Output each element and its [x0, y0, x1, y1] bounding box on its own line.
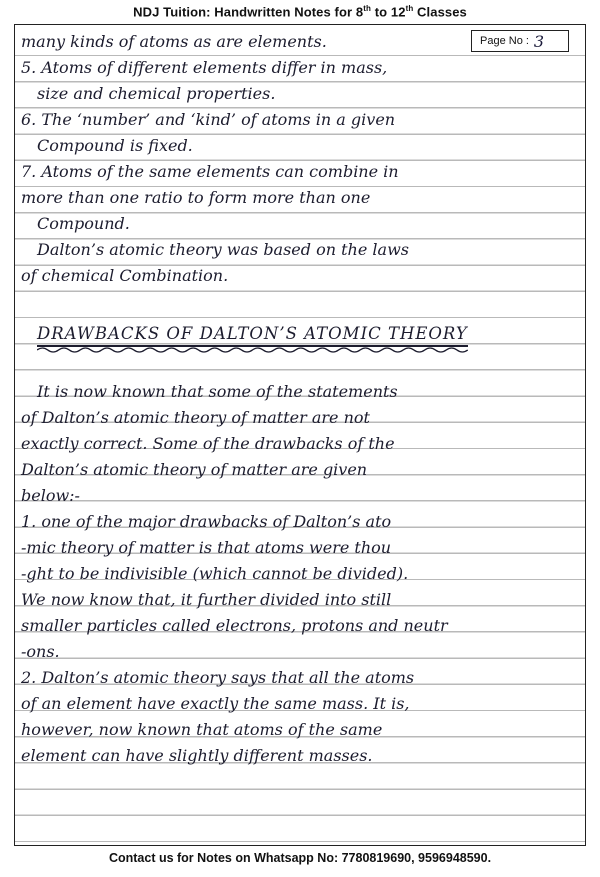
header-title-prefix: NDJ Tuition: Handwritten Notes for 8	[133, 4, 364, 20]
page-footer: Contact us for Notes on Whatsapp No: 7780819690, 9596948590.	[108, 851, 492, 865]
blank-line	[19, 289, 579, 315]
note-line: exactly correct. Some of the drawbacks of the	[21, 434, 395, 453]
section-heading-text: DRAWBACKS OF DALTON’S ATOMIC THEORY	[37, 324, 468, 343]
note-line: below:-	[21, 486, 80, 505]
note-line: element can have slightly different masses.	[21, 746, 373, 765]
page-number-value: 3	[533, 31, 545, 51]
header-title-suffix: Classes	[413, 4, 467, 20]
note-line: 7. Atoms of the same elements can combine in	[21, 162, 399, 181]
note-line: 5. Atoms of different elements differ in mass,	[21, 58, 388, 77]
note-line: 2. Dalton’s atomic theory says that all the atoms	[21, 668, 415, 687]
note-line: of an element have exactly the same mass. It is,	[21, 694, 410, 713]
notebook-sheet	[14, 24, 586, 846]
section-heading	[37, 324, 468, 347]
note-line: Dalton’s atomic theory of matter are given	[21, 460, 368, 479]
header-title-middle: to 12	[371, 4, 406, 20]
note-line: Compound.	[37, 214, 130, 233]
note-line: 1. one of the major drawbacks of Dalton’s ato	[21, 512, 392, 531]
note-line: It is now known that some of the statements	[37, 382, 398, 401]
note-line: We now know that, it further divided into still	[21, 590, 392, 609]
note-line: of chemical Combination.	[21, 266, 229, 285]
note-line: more than one ratio to form more than one	[21, 188, 371, 207]
note-line: Dalton’s atomic theory was based on the laws	[37, 240, 409, 259]
note-line: 6. The ‘number’ and ‘kind’ of atoms in a given	[21, 110, 396, 129]
header-sup-1: th	[363, 4, 371, 13]
blank-line	[19, 353, 579, 379]
note-line: smaller particles called electrons, protons and neutr	[21, 616, 448, 635]
note-line: -mic theory of matter is that atoms were thou	[21, 538, 392, 557]
note-line: size and chemical properties.	[37, 84, 276, 103]
note-line: Compound is fixed.	[37, 136, 193, 155]
header-sup-2: th	[405, 4, 414, 13]
page-header	[0, 4, 600, 24]
heading-row	[19, 315, 579, 353]
note-line: many kinds of atoms as are elements.	[21, 32, 327, 51]
wavy-underline	[37, 346, 468, 354]
notes-body	[19, 29, 579, 769]
note-line: however, now known that atoms of the same	[21, 720, 383, 739]
note-line: -ons.	[21, 642, 60, 661]
note-line: -ght to be indivisible (which cannot be divided).	[21, 564, 409, 583]
note-line: of Dalton’s atomic theory of matter are not	[21, 408, 370, 427]
page-number-label: Page No :	[480, 35, 529, 47]
